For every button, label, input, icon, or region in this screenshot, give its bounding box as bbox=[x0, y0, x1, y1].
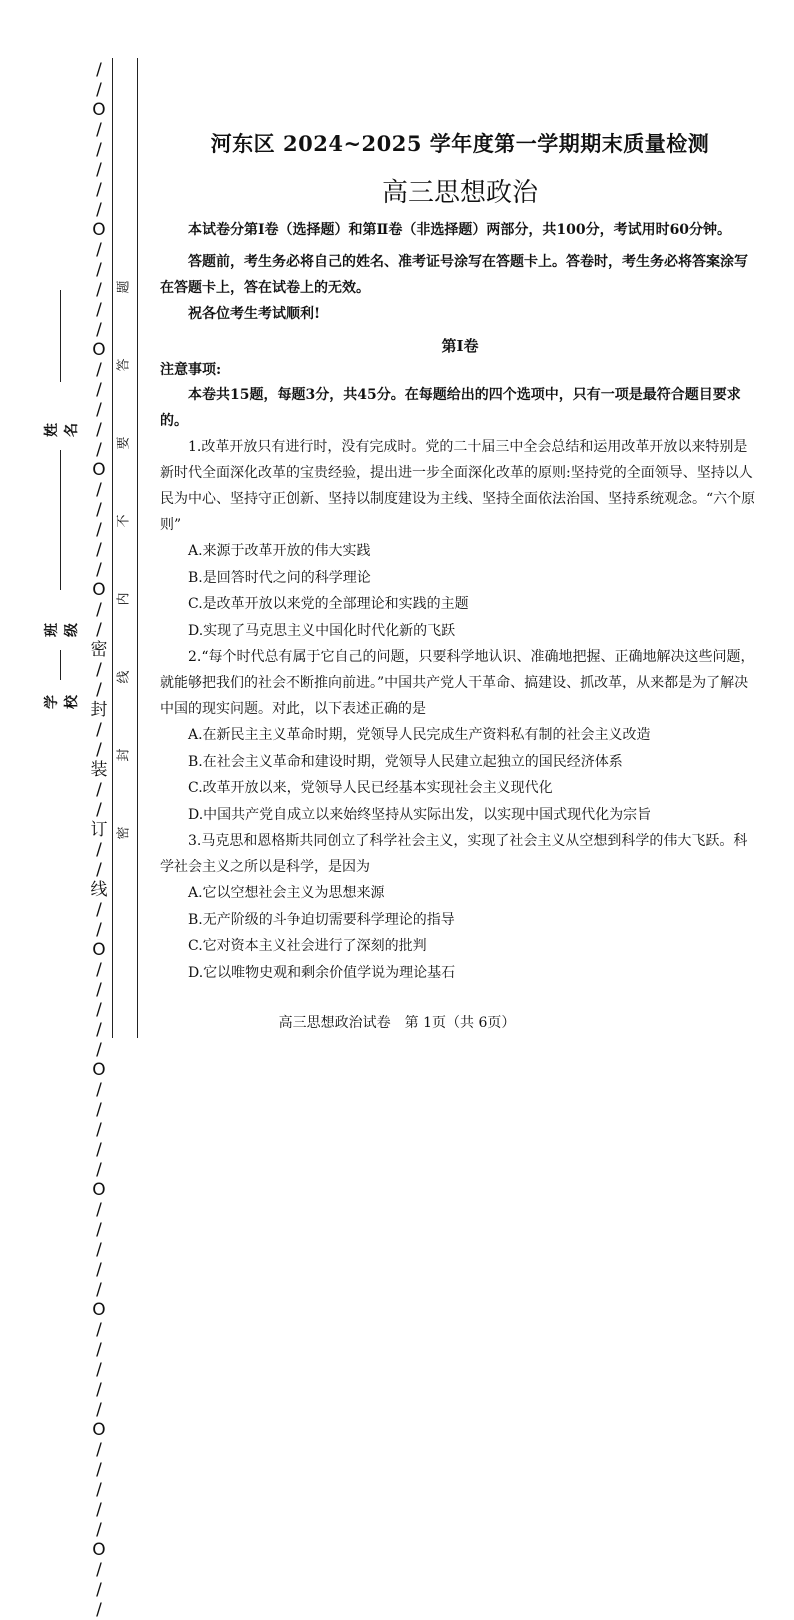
binding-hole-mark: O bbox=[92, 1180, 106, 1200]
binding-slash-mark: / bbox=[96, 80, 102, 100]
binding-line-inner bbox=[137, 58, 138, 1038]
class-label: 班级 bbox=[44, 623, 80, 637]
binding-hole-mark: O bbox=[92, 1300, 106, 1320]
option-d: D.中国共产党自成立以来始终坚持从实际出发，以实现中国式现代化为宗旨 bbox=[188, 806, 652, 823]
exam-content bbox=[160, 128, 760, 986]
binding-slash-mark: / bbox=[96, 900, 102, 920]
option-b: B.是回答时代之问的科学理论 bbox=[188, 569, 371, 586]
binding-slash-mark: / bbox=[96, 180, 102, 200]
binding-slash-mark: / bbox=[96, 980, 102, 1000]
exam-title: 河东区 2024~2025 学年度第一学期期末质量检测 bbox=[210, 131, 710, 156]
subject-title: 高三思想政治 bbox=[381, 178, 538, 208]
binding-slash-mark: / bbox=[96, 440, 102, 460]
binding-slash-mark: / bbox=[96, 200, 102, 220]
binding-seal-char: 装 bbox=[90, 760, 108, 780]
binding-hole-mark: O bbox=[92, 460, 106, 480]
notes-label: 注意事项: bbox=[160, 362, 222, 378]
binding-slash-mark: / bbox=[96, 1120, 102, 1140]
binding-hole-mark: O bbox=[92, 940, 106, 960]
binding-slash-mark: / bbox=[96, 920, 102, 940]
binding-slash-mark: / bbox=[96, 600, 102, 620]
option-d: D.它以唯物史观和剩余价值学说为理论基石 bbox=[188, 964, 456, 981]
binding-slash-mark: / bbox=[96, 1040, 102, 1060]
option-c: C.改革开放以来，党领导人民已经基本实现社会主义现代化 bbox=[188, 780, 553, 796]
binding-slash-mark: / bbox=[96, 1140, 102, 1160]
binding-slash-mark: / bbox=[96, 1220, 102, 1240]
option-b: B.无产阶级的斗争迫切需要科学理论的指导 bbox=[188, 911, 455, 928]
binding-slash-mark: / bbox=[96, 1260, 102, 1280]
binding-slash-mark: / bbox=[96, 620, 102, 640]
binding-slash-mark: / bbox=[96, 680, 102, 700]
binding-slash-mark: / bbox=[96, 1080, 102, 1100]
binding-hole-mark: O bbox=[92, 580, 106, 600]
question-stem: 3.马克思和恩格斯共同创立了科学社会主义，实现了社会主义从空想到科学的伟大飞跃。科学社会主义之所以是科学，是因为 bbox=[160, 833, 748, 875]
binding-slash-mark: / bbox=[96, 840, 102, 860]
binding-slash-mark: / bbox=[96, 240, 102, 260]
option-d: D.实现了马克思主义中国化时代化新的飞跃 bbox=[188, 622, 456, 639]
question-3 bbox=[160, 828, 760, 986]
binding-seal-char: 封 bbox=[90, 700, 108, 720]
binding-slash-mark: / bbox=[96, 860, 102, 880]
binding-slash-mark: / bbox=[96, 1580, 102, 1600]
option-a: A.它以空想社会主义为思想来源 bbox=[188, 885, 385, 901]
seal-char: 封 bbox=[116, 748, 132, 762]
question-1 bbox=[160, 434, 760, 644]
intro-paragraph: 答题前，考生务必将自己的姓名、准考证号涂写在答题卡上。答卷时，考生务必将答案涂写在答题卡上，答在试卷上的无效。 bbox=[160, 254, 748, 296]
binding-seal-char: 订 bbox=[90, 820, 108, 840]
option-b: B.在社会主义革命和建设时期，党领导人民建立起独立的国民经济体系 bbox=[188, 753, 623, 770]
binding-slash-mark: / bbox=[96, 280, 102, 300]
binding-slash-mark: / bbox=[96, 1500, 102, 1520]
binding-slash-mark: / bbox=[96, 540, 102, 560]
binding-slash-mark: / bbox=[96, 120, 102, 140]
binding-strip bbox=[84, 60, 114, 1620]
seal-char: 答 bbox=[116, 358, 132, 372]
name-label: 姓名 bbox=[44, 423, 80, 437]
binding-slash-mark: / bbox=[96, 1240, 102, 1260]
binding-slash-mark: / bbox=[96, 780, 102, 800]
binding-slash-mark: / bbox=[96, 1520, 102, 1540]
binding-slash-mark: / bbox=[96, 800, 102, 820]
binding-slash-mark: / bbox=[96, 1200, 102, 1220]
seal-char: 要 bbox=[116, 436, 132, 450]
binding-seal-char: 密 bbox=[90, 640, 108, 660]
binding-hole-mark: O bbox=[92, 220, 106, 240]
question-2 bbox=[160, 644, 760, 828]
school-label: 学校 bbox=[44, 695, 80, 709]
option-a: A.来源于改革开放的伟大实践 bbox=[188, 543, 371, 559]
binding-slash-mark: / bbox=[96, 140, 102, 160]
student-info bbox=[44, 300, 80, 720]
binding-slash-mark: / bbox=[96, 1160, 102, 1180]
binding-slash-mark: / bbox=[96, 1400, 102, 1420]
binding-slash-mark: / bbox=[96, 660, 102, 680]
binding-slash-mark: / bbox=[96, 560, 102, 580]
binding-slash-mark: / bbox=[96, 740, 102, 760]
binding-slash-mark: / bbox=[96, 420, 102, 440]
binding-hole-mark: O bbox=[92, 1420, 106, 1440]
seal-char: 密 bbox=[116, 826, 132, 840]
seal-char: 线 bbox=[116, 670, 132, 684]
page-footer: 高三思想政治试卷 第 1页（共 6页） bbox=[278, 1015, 516, 1031]
seal-warning bbox=[113, 280, 137, 840]
binding-slash-mark: / bbox=[96, 260, 102, 280]
seal-char: 不 bbox=[116, 514, 132, 528]
question-stem: 1.改革开放只有进行时，没有完成时。党的二十届三中全会总结和运用改革开放以来特别是新时代全面深化改革的宝贵经验，提出进一步全面深化改革的原则:坚持党的全面领导、坚持以人民为中心、坚持守正创新、坚持以制度建设为主线、坚持全面依法治国、坚持系统观念。“六个原则” bbox=[160, 439, 756, 533]
binding-hole-mark: O bbox=[92, 340, 106, 360]
binding-slash-mark: / bbox=[96, 1000, 102, 1020]
intro-wish: 祝各位考生考试顺利! bbox=[188, 306, 321, 322]
class-fill-line bbox=[60, 450, 61, 590]
binding-slash-mark: / bbox=[96, 720, 102, 740]
binding-slash-mark: / bbox=[96, 520, 102, 540]
notes-text: 本卷共15题，每题3分，共45分。在每题给出的四个选项中，只有一项是最符合题目要求的。 bbox=[160, 387, 741, 429]
section-title: 第Ⅰ卷 bbox=[441, 337, 479, 355]
binding-slash-mark: / bbox=[96, 1100, 102, 1120]
seal-char: 题 bbox=[116, 280, 132, 294]
seal-char: 内 bbox=[116, 592, 132, 606]
name-fill-line bbox=[60, 290, 61, 382]
option-c: C.是改革开放以来党的全部理论和实践的主题 bbox=[188, 596, 469, 612]
binding-slash-mark: / bbox=[96, 1600, 102, 1620]
binding-slash-mark: / bbox=[96, 360, 102, 380]
binding-slash-mark: / bbox=[96, 60, 102, 80]
binding-seal-char: 线 bbox=[90, 880, 108, 900]
binding-hole-mark: O bbox=[92, 100, 106, 120]
school-fill-line bbox=[60, 650, 61, 680]
binding-slash-mark: / bbox=[96, 480, 102, 500]
binding-hole-mark: O bbox=[92, 1540, 106, 1560]
binding-slash-mark: / bbox=[96, 1440, 102, 1460]
binding-slash-mark: / bbox=[96, 400, 102, 420]
binding-slash-mark: / bbox=[96, 380, 102, 400]
binding-slash-mark: / bbox=[96, 1480, 102, 1500]
binding-slash-mark: / bbox=[96, 960, 102, 980]
binding-slash-mark: / bbox=[96, 300, 102, 320]
binding-slash-mark: / bbox=[96, 1280, 102, 1300]
binding-hole-mark: O bbox=[92, 1060, 106, 1080]
binding-slash-mark: / bbox=[96, 1360, 102, 1380]
binding-slash-mark: / bbox=[96, 1340, 102, 1360]
binding-slash-mark: / bbox=[96, 160, 102, 180]
binding-slash-mark: / bbox=[96, 320, 102, 340]
binding-slash-mark: / bbox=[96, 1460, 102, 1480]
option-c: C.它对资本主义社会进行了深刻的批判 bbox=[188, 938, 427, 954]
binding-slash-mark: / bbox=[96, 1380, 102, 1400]
question-stem: 2.“每个时代总有属于它自己的问题，只要科学地认识、准确地把握、正确地解决这些问题，就能够把我们的社会不断推向前进。”中国共产党人干革命、搞建设、抓改革，从来都是为了解决中国的现实问题。对此，以下表述正确的是 bbox=[160, 649, 755, 717]
option-a: A.在新民主主义革命时期，党领导人民完成生产资料私有制的社会主义改造 bbox=[188, 727, 651, 743]
binding-slash-mark: / bbox=[96, 1320, 102, 1340]
binding-slash-mark: / bbox=[96, 500, 102, 520]
intro-paragraph: 本试卷分第Ⅰ卷（选择题）和第Ⅱ卷（非选择题）两部分，共100分，考试用时60分钟。 bbox=[188, 222, 732, 238]
binding-slash-mark: / bbox=[96, 1560, 102, 1580]
binding-slash-mark: / bbox=[96, 1020, 102, 1040]
